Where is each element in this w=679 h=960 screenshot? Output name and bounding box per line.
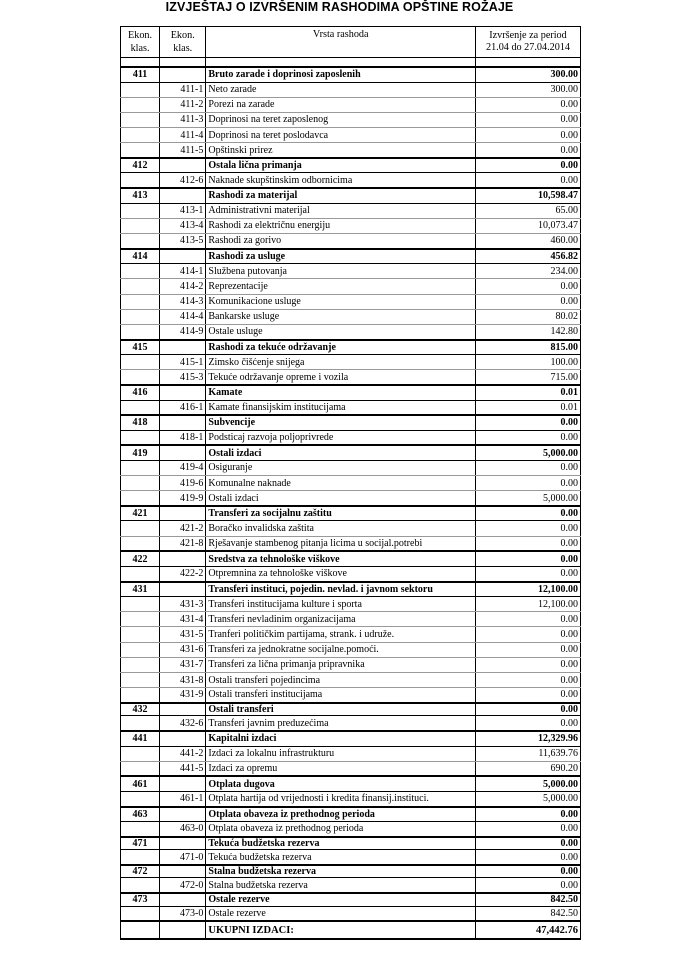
table-header-row [121, 27, 581, 58]
group-amount: 0.00 [476, 703, 581, 716]
item-empty [121, 672, 160, 687]
group-code: 431 [121, 582, 160, 597]
group-code: 441 [121, 731, 160, 746]
item-amount: 460.00 [476, 234, 581, 249]
group-amount: 0.01 [476, 385, 581, 400]
item-name: Otplata obaveza iz prethodnog perioda [206, 822, 476, 837]
item-empty [121, 566, 160, 581]
item-row [121, 761, 581, 776]
total-label: UKUPNI IZDACI: [206, 921, 476, 939]
item-row [121, 850, 581, 865]
item-name: Neto zarade [206, 82, 476, 97]
group-row [121, 158, 581, 173]
group-name: Otplata obaveza iz prethodnog perioda [206, 807, 476, 822]
item-row [121, 746, 581, 761]
item-row [121, 521, 581, 536]
group-row [121, 415, 581, 430]
group-code: 473 [121, 893, 160, 906]
group-empty [160, 188, 206, 203]
group-empty [160, 445, 206, 460]
group-amount: 0.00 [476, 837, 581, 850]
item-amount: 0.00 [476, 716, 581, 731]
group-name: Rashodi za tekuće održavanje [206, 340, 476, 355]
item-code: 431-8 [160, 672, 206, 687]
item-amount: 5,000.00 [476, 791, 581, 806]
item-code: 414-3 [160, 294, 206, 309]
item-empty [121, 642, 160, 657]
item-code: 419-4 [160, 460, 206, 475]
item-empty [121, 627, 160, 642]
item-row [121, 128, 581, 143]
group-empty [160, 731, 206, 746]
item-name: Ostale rezerve [206, 906, 476, 921]
item-row [121, 642, 581, 657]
item-amount: 80.02 [476, 309, 581, 324]
item-empty [121, 791, 160, 806]
item-code: 413-1 [160, 203, 206, 218]
item-row [121, 143, 581, 158]
item-empty [121, 460, 160, 475]
item-empty [121, 294, 160, 309]
item-row [121, 597, 581, 612]
item-row [121, 716, 581, 731]
group-row [121, 893, 581, 906]
group-amount: 0.00 [476, 865, 581, 878]
item-amount: 0.00 [476, 822, 581, 837]
item-empty [121, 612, 160, 627]
item-name: Komunalne naknade [206, 476, 476, 491]
item-name: Otpremnina za tehnološke viškove [206, 566, 476, 581]
item-code: 414-9 [160, 324, 206, 339]
item-amount: 690.20 [476, 761, 581, 776]
item-empty [121, 355, 160, 370]
item-code: 461-1 [160, 791, 206, 806]
group-row [121, 506, 581, 521]
item-name: Transferi javnim preduzećima [206, 716, 476, 731]
item-row [121, 400, 581, 415]
item-name: Službena putovanja [206, 264, 476, 279]
item-name: Transferi institucijama kulture i sporta [206, 597, 476, 612]
item-empty [121, 97, 160, 112]
item-amount: 0.00 [476, 143, 581, 158]
item-empty [121, 400, 160, 415]
group-amount: 0.00 [476, 158, 581, 173]
header-ekon-klas-2: Ekon. klas. [160, 27, 206, 58]
item-name: Opštinski prirez [206, 143, 476, 158]
item-amount: 142.80 [476, 324, 581, 339]
item-empty [121, 143, 160, 158]
item-code: 411-1 [160, 82, 206, 97]
group-empty [160, 506, 206, 521]
item-row [121, 173, 581, 188]
total-amount: 47,442.76 [476, 921, 581, 939]
group-amount: 0.00 [476, 807, 581, 822]
group-name: Subvencije [206, 415, 476, 430]
item-code: 432-6 [160, 716, 206, 731]
group-name: Tekuća budžetska rezerva [206, 837, 476, 850]
item-amount: 0.01 [476, 400, 581, 415]
item-name: Ostali izdaci [206, 491, 476, 506]
item-amount: 0.00 [476, 112, 581, 127]
item-name: Osiguranje [206, 460, 476, 475]
total-empty-1 [121, 921, 160, 939]
item-row [121, 430, 581, 445]
item-code: 421-8 [160, 536, 206, 551]
item-code: 413-5 [160, 234, 206, 249]
item-row [121, 878, 581, 893]
header-ekon-klas-1: Ekon. klas. [121, 27, 160, 58]
item-code: 411-5 [160, 143, 206, 158]
item-name: Kamate finansijskim institucijama [206, 400, 476, 415]
item-name: Doprinosi na teret poslodavca [206, 128, 476, 143]
item-code: 414-1 [160, 264, 206, 279]
group-row [121, 865, 581, 878]
item-row [121, 279, 581, 294]
item-amount: 0.00 [476, 279, 581, 294]
item-empty [121, 850, 160, 865]
group-name: Stalna budžetska rezerva [206, 865, 476, 878]
group-name: Otplata dugova [206, 776, 476, 791]
item-name: Naknade skupštinskim odbornicima [206, 173, 476, 188]
item-empty [121, 491, 160, 506]
group-name: Ostali transferi [206, 703, 476, 716]
item-row [121, 203, 581, 218]
item-empty [121, 112, 160, 127]
expenditure-table [120, 26, 581, 940]
group-empty [160, 893, 206, 906]
group-code: 415 [121, 340, 160, 355]
group-row [121, 551, 581, 566]
group-code: 472 [121, 865, 160, 878]
table-body [121, 27, 581, 940]
group-row [121, 188, 581, 203]
group-name: Kapitalni izdaci [206, 731, 476, 746]
item-empty [121, 761, 160, 776]
item-amount: 0.00 [476, 566, 581, 581]
group-empty [160, 340, 206, 355]
item-amount: 0.00 [476, 612, 581, 627]
item-name: Transferi nevladinim organizacijama [206, 612, 476, 627]
group-row [121, 807, 581, 822]
report-title: IZVJEŠTAJ O IZVRŠENIM RASHODIMA OPŠTINE ROŽAJE [165, 0, 514, 14]
item-name: Administrativni materijal [206, 203, 476, 218]
item-amount: 0.00 [476, 128, 581, 143]
group-row [121, 776, 581, 791]
item-name: Ostale usluge [206, 324, 476, 339]
group-code: 432 [121, 703, 160, 716]
item-name: Ostali transferi institucijama [206, 688, 476, 703]
group-empty [160, 551, 206, 566]
item-code: 415-3 [160, 370, 206, 385]
group-name: Sredstva za tehnološke viškove [206, 551, 476, 566]
item-row [121, 657, 581, 672]
item-name: Reprezentacije [206, 279, 476, 294]
group-amount: 842.50 [476, 893, 581, 906]
group-code: 413 [121, 188, 160, 203]
item-row [121, 112, 581, 127]
item-empty [121, 264, 160, 279]
group-row [121, 703, 581, 716]
header-vrsta-rashoda: Vrsta rashoda [206, 27, 476, 58]
item-amount: 0.00 [476, 430, 581, 445]
item-code: 431-6 [160, 642, 206, 657]
group-row [121, 67, 581, 82]
group-amount: 12,329.96 [476, 731, 581, 746]
item-code: 411-4 [160, 128, 206, 143]
group-name: Kamate [206, 385, 476, 400]
item-name: Transferi za jednokratne socijalne.pomoći. [206, 642, 476, 657]
item-empty [121, 521, 160, 536]
group-code: 412 [121, 158, 160, 173]
group-amount: 0.00 [476, 551, 581, 566]
item-amount: 0.00 [476, 97, 581, 112]
item-name: Komunikacione usluge [206, 294, 476, 309]
group-code: 463 [121, 807, 160, 822]
group-amount: 5,000.00 [476, 445, 581, 460]
group-empty [160, 249, 206, 264]
item-code: 431-5 [160, 627, 206, 642]
item-empty [121, 234, 160, 249]
item-row [121, 324, 581, 339]
group-row [121, 837, 581, 850]
item-name: Rashodi za gorivo [206, 234, 476, 249]
item-name: Doprinosi na teret zaposlenog [206, 112, 476, 127]
item-code: 414-4 [160, 309, 206, 324]
group-name: Ostali izdaci [206, 445, 476, 460]
item-code: 431-7 [160, 657, 206, 672]
item-code: 421-2 [160, 521, 206, 536]
total-row [121, 921, 581, 939]
item-empty [121, 822, 160, 837]
item-code: 441-2 [160, 746, 206, 761]
group-code: 411 [121, 67, 160, 82]
item-code: 441-5 [160, 761, 206, 776]
item-row [121, 97, 581, 112]
item-code: 415-1 [160, 355, 206, 370]
item-name: Tranferi političkim partijama, strank. i udruže. [206, 627, 476, 642]
item-empty [121, 203, 160, 218]
item-row [121, 688, 581, 703]
group-name: Ostala lična primanja [206, 158, 476, 173]
item-name: Boračko invalidska zaštita [206, 521, 476, 536]
item-row [121, 234, 581, 249]
group-code: 419 [121, 445, 160, 460]
item-row [121, 294, 581, 309]
item-row [121, 627, 581, 642]
group-code: 421 [121, 506, 160, 521]
item-name: Izdaci za opremu [206, 761, 476, 776]
item-empty [121, 716, 160, 731]
item-amount: 0.00 [476, 627, 581, 642]
group-name: Transferi za socijalnu zaštitu [206, 506, 476, 521]
item-amount: 0.00 [476, 878, 581, 893]
group-amount: 0.00 [476, 506, 581, 521]
item-code: 473-0 [160, 906, 206, 921]
item-code: 471-0 [160, 850, 206, 865]
group-amount: 12,100.00 [476, 582, 581, 597]
item-code: 431-4 [160, 612, 206, 627]
group-row [121, 582, 581, 597]
item-code: 418-1 [160, 430, 206, 445]
group-empty [160, 385, 206, 400]
item-row [121, 82, 581, 97]
item-amount: 0.00 [476, 294, 581, 309]
item-empty [121, 324, 160, 339]
group-code: 416 [121, 385, 160, 400]
item-amount: 0.00 [476, 521, 581, 536]
item-name: Stalna budžetska rezerva [206, 878, 476, 893]
item-name: Rješavanje stambenog pitanja licima u socijal.potrebi [206, 536, 476, 551]
item-code: 411-2 [160, 97, 206, 112]
item-name: Zimsko čišćenje snijega [206, 355, 476, 370]
item-empty [121, 279, 160, 294]
item-empty [121, 597, 160, 612]
item-code: 419-6 [160, 476, 206, 491]
item-amount: 5,000.00 [476, 491, 581, 506]
group-empty [160, 776, 206, 791]
group-name: Ostale rezerve [206, 893, 476, 906]
item-row [121, 355, 581, 370]
item-row [121, 672, 581, 687]
item-empty [121, 370, 160, 385]
item-code: 472-0 [160, 878, 206, 893]
item-code: 422-2 [160, 566, 206, 581]
item-row [121, 309, 581, 324]
item-name: Bankarske usluge [206, 309, 476, 324]
group-row [121, 385, 581, 400]
item-amount: 234.00 [476, 264, 581, 279]
item-row [121, 460, 581, 475]
group-name: Transferi instituci, pojedin. nevlad. i javnom sektoru [206, 582, 476, 597]
item-name: Tekuće održavanje opreme i vozila [206, 370, 476, 385]
item-name: Transferi za lična primanja pripravnika [206, 657, 476, 672]
item-code: 413-4 [160, 218, 206, 233]
item-code: 463-0 [160, 822, 206, 837]
item-empty [121, 430, 160, 445]
group-code: 471 [121, 837, 160, 850]
group-code: 461 [121, 776, 160, 791]
item-empty [121, 688, 160, 703]
item-row [121, 822, 581, 837]
item-amount: 0.00 [476, 460, 581, 475]
item-amount: 11,639.76 [476, 746, 581, 761]
group-code: 414 [121, 249, 160, 264]
item-code: 414-2 [160, 279, 206, 294]
item-amount: 842.50 [476, 906, 581, 921]
item-code: 431-3 [160, 597, 206, 612]
item-code: 419-9 [160, 491, 206, 506]
group-amount: 456.82 [476, 249, 581, 264]
group-amount: 5,000.00 [476, 776, 581, 791]
item-name: Izdaci za lokalnu infrastrukturu [206, 746, 476, 761]
item-amount: 10,073.47 [476, 218, 581, 233]
group-row [121, 731, 581, 746]
item-empty [121, 82, 160, 97]
item-row [121, 370, 581, 385]
item-name: Tekuća budžetska rezerva [206, 850, 476, 865]
item-name: Podsticaj razvoja poljoprivrede [206, 430, 476, 445]
item-row [121, 491, 581, 506]
item-row [121, 566, 581, 581]
item-amount: 0.00 [476, 642, 581, 657]
item-row [121, 612, 581, 627]
item-code: 416-1 [160, 400, 206, 415]
item-name: Rashodi za električnu energiju [206, 218, 476, 233]
item-empty [121, 128, 160, 143]
total-empty-2 [160, 921, 206, 939]
item-row [121, 536, 581, 551]
group-empty [160, 837, 206, 850]
item-amount: 100.00 [476, 355, 581, 370]
group-code: 418 [121, 415, 160, 430]
item-amount: 0.00 [476, 173, 581, 188]
item-amount: 300.00 [476, 82, 581, 97]
group-empty [160, 703, 206, 716]
item-empty [121, 878, 160, 893]
item-row [121, 476, 581, 491]
group-empty [160, 582, 206, 597]
group-name: Rashodi za usluge [206, 249, 476, 264]
group-empty [160, 158, 206, 173]
item-amount: 0.00 [476, 536, 581, 551]
group-row [121, 445, 581, 460]
item-empty [121, 906, 160, 921]
item-empty [121, 536, 160, 551]
group-row [121, 249, 581, 264]
item-amount: 0.00 [476, 850, 581, 865]
item-row [121, 264, 581, 279]
item-name: Ostali transferi pojedincima [206, 672, 476, 687]
item-amount: 12,100.00 [476, 597, 581, 612]
group-amount: 0.00 [476, 415, 581, 430]
group-name: Rashodi za materijal [206, 188, 476, 203]
group-empty [160, 415, 206, 430]
item-empty [121, 218, 160, 233]
group-amount: 10,598.47 [476, 188, 581, 203]
item-code: 411-3 [160, 112, 206, 127]
item-code: 412-6 [160, 173, 206, 188]
group-code: 422 [121, 551, 160, 566]
group-amount: 815.00 [476, 340, 581, 355]
item-amount: 0.00 [476, 476, 581, 491]
group-empty [160, 865, 206, 878]
group-row [121, 340, 581, 355]
group-name: Bruto zarade i doprinosi zaposlenih [206, 67, 476, 82]
item-amount: 65.00 [476, 203, 581, 218]
spacer-row [121, 58, 581, 68]
group-amount: 300.00 [476, 67, 581, 82]
item-amount: 715.00 [476, 370, 581, 385]
item-empty [121, 476, 160, 491]
item-amount: 0.00 [476, 672, 581, 687]
item-name: Otplata hartija od vrijednosti i kredita finansij.instituci. [206, 791, 476, 806]
item-row [121, 218, 581, 233]
item-amount: 0.00 [476, 657, 581, 672]
item-empty [121, 309, 160, 324]
item-name: Porezi na zarade [206, 97, 476, 112]
item-empty [121, 657, 160, 672]
group-empty [160, 67, 206, 82]
item-empty [121, 173, 160, 188]
item-row [121, 906, 581, 921]
item-empty [121, 746, 160, 761]
item-row [121, 791, 581, 806]
item-amount: 0.00 [476, 688, 581, 703]
header-izvrsenje: Izvršenje za period 21.04 do 27.04.2014 [476, 27, 581, 58]
group-empty [160, 807, 206, 822]
item-code: 431-9 [160, 688, 206, 703]
